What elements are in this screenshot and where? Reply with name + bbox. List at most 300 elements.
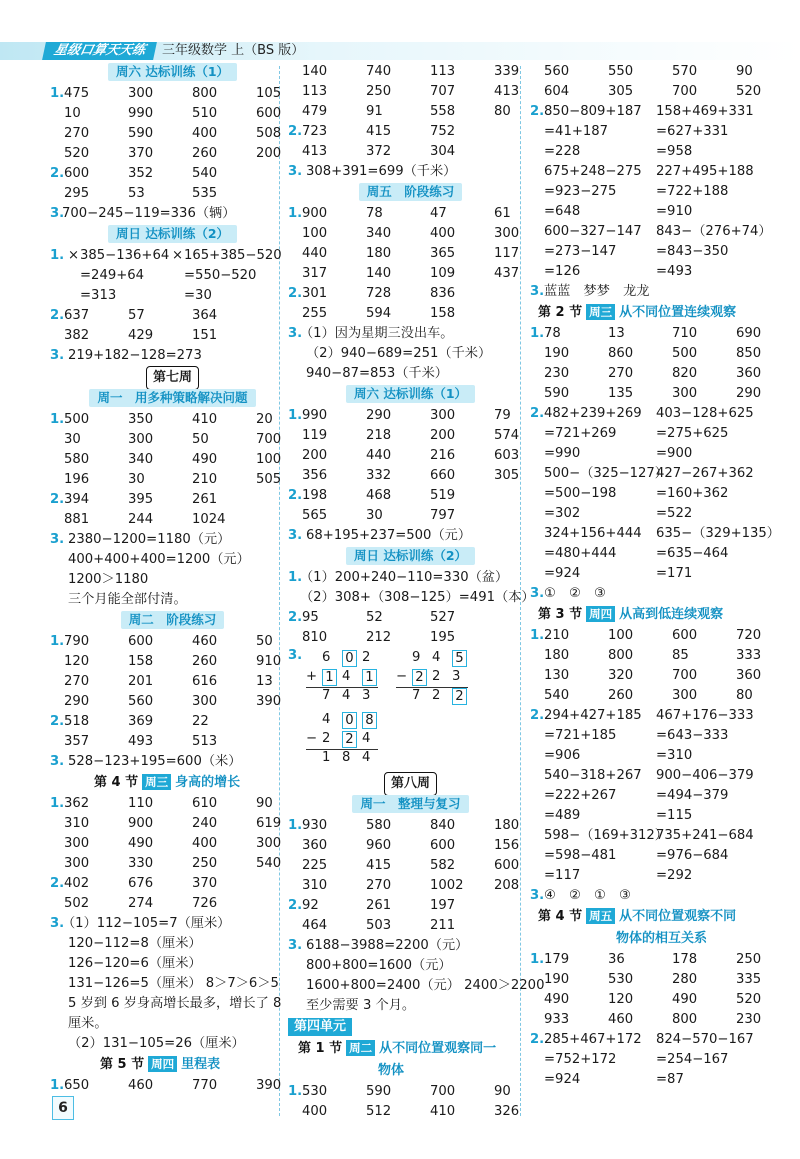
answer-cell: 560 — [544, 64, 570, 79]
digit: 8 — [342, 750, 351, 765]
answer-grid — [50, 794, 295, 874]
question-number: 1. — [530, 952, 545, 967]
digit: 1 — [362, 669, 377, 686]
answer-lines — [288, 936, 545, 1016]
answer-row — [288, 446, 533, 466]
answer-cell: 604 — [544, 84, 570, 99]
answer-cell: 400 — [192, 126, 218, 141]
answer-cell: =627+331 — [656, 124, 729, 139]
answer-cell: 410 — [192, 412, 218, 427]
answer-cell: 300 — [64, 836, 90, 851]
answer-text: （2）131−105=26（厘米） — [68, 1036, 245, 1051]
answer-line — [50, 1014, 295, 1034]
section-title: 周六 达标训练（1） — [50, 62, 295, 84]
answer-cell: 540 — [544, 688, 570, 703]
answer-cell: 230 — [736, 1012, 762, 1027]
digit: 3 — [452, 669, 461, 684]
answer-cell: 216 — [430, 448, 456, 463]
answer-row — [530, 242, 775, 262]
answer-cell: 598−（169+312） — [544, 828, 668, 843]
answer-row — [50, 794, 295, 814]
answer-cell: 200 — [302, 448, 328, 463]
answer-grid — [50, 246, 295, 306]
question-number: 2. — [288, 124, 303, 139]
digit: 2 — [432, 669, 441, 684]
answer-cell: 558 — [430, 104, 456, 119]
answer-cell: 600 — [494, 858, 520, 873]
answer-cell: 582 — [430, 858, 456, 873]
answer-row — [530, 1070, 775, 1090]
answer-line — [50, 530, 295, 550]
answer-cell: 13 — [256, 674, 273, 689]
question-number: 2. — [530, 406, 545, 421]
answer-cell: 413 — [494, 84, 520, 99]
question-number: 3. — [50, 532, 65, 547]
vertical-addition — [306, 650, 386, 710]
answer-cell: 490 — [128, 836, 154, 851]
answer-cell: =275+625 — [656, 426, 729, 441]
answer-cell: 30 — [128, 472, 145, 487]
digit: 6 — [322, 650, 331, 665]
answer-cell: 364 — [192, 308, 218, 323]
answer-cell: =254−167 — [656, 1052, 729, 1067]
answer-text: 5 岁到 6 岁身高增长最多，增长了 8 — [68, 996, 282, 1011]
answer-row — [288, 244, 533, 264]
answer-cell: 79 — [494, 408, 511, 423]
answer-cell: 403−128+625 — [656, 406, 754, 421]
digit: 2 — [412, 669, 427, 686]
answer-cell: 372 — [366, 144, 392, 159]
digit: 3 — [362, 688, 371, 703]
answer-row — [50, 306, 295, 326]
answer-line: 3. ④ ② ① ③ — [530, 888, 631, 903]
answer-line: 3. ① ② ③ — [530, 586, 606, 601]
answer-cell: =273−147 — [544, 244, 617, 259]
answer-cell: 600 — [64, 166, 90, 181]
answer-row — [50, 84, 295, 104]
digit: 4 — [432, 650, 441, 665]
answer-cell: 616 — [192, 674, 218, 689]
answer-text: （1）200+240−110=330（盆） — [300, 570, 509, 585]
answer-row — [288, 836, 533, 856]
answer-cell: 260 — [608, 688, 634, 703]
answer-cell: 723 — [302, 124, 328, 139]
question-number: 1. — [288, 1084, 303, 1099]
question-number: 2. — [530, 104, 545, 119]
answer-row — [530, 524, 780, 544]
answer-cell: =480+444 — [544, 546, 617, 561]
answer-cell: 260 — [192, 654, 218, 669]
answer-line — [288, 936, 533, 956]
section-title-cont: 物体 — [378, 1063, 405, 1078]
answer-grid — [50, 490, 295, 530]
answer-row — [288, 466, 533, 486]
answer-grid — [288, 406, 533, 486]
answer-cell: 212 — [366, 630, 392, 645]
answer-cell: =598−481 — [544, 848, 617, 863]
answer-row — [530, 1030, 775, 1050]
answer-row — [288, 608, 533, 628]
vertical-calculations-row-1: 3. 6 0 2 1 4 1 7 4 3 + 9 4 5 2 2 3 7 2 2 − — [288, 648, 533, 710]
answer-cell: 333 — [736, 648, 762, 663]
answer-cell: 810 — [302, 630, 328, 645]
answer-cell: 300 — [672, 688, 698, 703]
answer-cell: 330 — [128, 856, 154, 871]
answer-cell: =752+172 — [544, 1052, 617, 1067]
answer-cell: =292 — [656, 868, 693, 883]
brand-label: 星级口算天天练 — [42, 42, 157, 60]
answer-cell: =924 — [544, 566, 581, 581]
operator: + — [306, 669, 318, 684]
answer-cell: 402 — [64, 876, 90, 891]
answer-cell: 22 — [192, 714, 209, 729]
answer-cell: 800 — [672, 1012, 698, 1027]
answer-cell: =550−520 — [184, 268, 257, 283]
answer-cell: =500−198 — [544, 486, 617, 501]
answer-row — [50, 672, 295, 692]
answer-cell: 113 — [302, 84, 328, 99]
answer-cell: 527 — [430, 610, 456, 625]
answer-cell: 700 — [672, 668, 698, 683]
digit: 2 — [322, 731, 331, 746]
question-number: 1. — [50, 796, 65, 811]
answer-cell: 440 — [302, 246, 328, 261]
answer-cell: 210 — [192, 472, 218, 487]
answer-cell: 197 — [430, 898, 456, 913]
answer-row — [530, 746, 775, 766]
answer-cell: 850 — [736, 346, 762, 361]
answer-grid — [50, 164, 295, 204]
section-title: 周六 达标训练（1） — [288, 384, 533, 406]
answer-cell: 270 — [366, 878, 392, 893]
book-subtitle: 三年级数学 上（BS 版） — [162, 43, 305, 58]
answer-text: （2）940−689=251（千米） — [306, 346, 492, 361]
answer-cell: 440 — [366, 448, 392, 463]
question-number: 2. — [50, 876, 65, 891]
answer-row — [50, 266, 295, 286]
answer-cell: 270 — [64, 674, 90, 689]
answer-cell: 360 — [736, 668, 762, 683]
section-title: 第 2 节 周三 从不同位置连续观察 — [538, 305, 737, 320]
answer-row — [288, 284, 533, 304]
digit: 1 — [322, 669, 337, 686]
answer-row — [530, 424, 775, 444]
answer-cell: 109 — [430, 266, 456, 281]
question-number: 2. — [288, 898, 303, 913]
digit: 8 — [362, 712, 377, 729]
answer-text: （2）308+（308−125）=491（本） — [300, 590, 535, 605]
answer-cell: 410 — [430, 1104, 456, 1119]
answer-grid — [50, 84, 295, 164]
answer-cell: 900−406−379 — [656, 768, 754, 783]
answer-cell: =493 — [656, 264, 693, 279]
answer-row — [530, 646, 775, 666]
answer-text: 940−87=853（千米） — [306, 366, 448, 381]
answer-row — [288, 82, 533, 102]
answer-cell: 158 — [128, 654, 154, 669]
answer-cell: 475 — [64, 86, 90, 101]
question-number: 2. — [50, 166, 65, 181]
answer-cell: 140 — [366, 266, 392, 281]
answer-cell: 356 — [302, 468, 328, 483]
answer-row — [530, 686, 775, 706]
answer-cell: 637 — [64, 308, 90, 323]
answer-cell: 479 — [302, 104, 328, 119]
answer-cell: 310 — [64, 816, 90, 831]
digit: 7 — [412, 688, 421, 703]
answer-cell: =310 — [656, 748, 693, 763]
answer-cell: 710 — [672, 326, 698, 341]
answer-cell: 300 — [494, 226, 520, 241]
vertical-subtraction — [396, 650, 476, 710]
question-number: 1. — [50, 1078, 65, 1093]
answer-cell: 151 — [192, 328, 218, 343]
answer-cell: 482+239+269 — [544, 406, 642, 421]
answer-cell: 720 — [736, 628, 762, 643]
answer-cell: 490 — [672, 992, 698, 1007]
answer-cell: 352 — [128, 166, 154, 181]
section-title: 第 1 节 周二 从不同位置观察同一 — [298, 1041, 497, 1056]
answer-text: 6188−3988=2200（元） — [306, 938, 469, 953]
answer-cell: =924 — [544, 1072, 581, 1087]
answer-grid — [530, 404, 780, 584]
answer-line — [50, 914, 295, 934]
answer-cell: 600 — [128, 634, 154, 649]
section-title: 第 4 节 周三 身高的增长 — [94, 775, 241, 790]
answer-cell: 427−267+362 — [656, 466, 754, 481]
answer-cell: 990 — [128, 106, 154, 121]
answer-cell: 560 — [128, 694, 154, 709]
answer-cell: 500 — [64, 412, 90, 427]
answer-cell: 135 — [608, 386, 634, 401]
answer-cell: 530 — [302, 1084, 328, 1099]
answer-cell: 468 — [366, 488, 392, 503]
answer-cell: 910 — [256, 654, 282, 669]
answer-cell: 400 — [192, 836, 218, 851]
question-number: 1. — [288, 570, 303, 585]
answer-cell: 100 — [608, 628, 634, 643]
answer-cell: 290 — [64, 694, 90, 709]
answer-text: 1600+800=2400（元） 2400＞2200 — [306, 978, 545, 993]
answer-row — [530, 666, 775, 686]
answer-cell: 519 — [430, 488, 456, 503]
vertical-subtraction — [306, 712, 386, 772]
answer-column-3 — [530, 62, 780, 1090]
answer-cell: 600 — [256, 106, 282, 121]
answer-cell: 726 — [192, 896, 218, 911]
answer-text: 131−126=5（厘米） 8＞7＞6＞5 — [68, 976, 279, 991]
answer-cell: 30 — [64, 432, 81, 447]
answer-cell: =228 — [544, 144, 581, 159]
answer-cell: 933 — [544, 1012, 570, 1027]
answer-cell: 503 — [366, 918, 392, 933]
answer-row — [530, 262, 775, 282]
answer-row — [530, 344, 775, 364]
answer-row — [50, 652, 295, 672]
answer-row — [50, 144, 295, 164]
answer-cell: 460 — [192, 634, 218, 649]
answer-cell: 357 — [64, 734, 90, 749]
answer-row — [50, 732, 295, 752]
answer-grid — [530, 1030, 775, 1090]
answer-line: 3. 308+391=699（千米） — [288, 164, 457, 179]
answer-cell: 300 — [430, 408, 456, 423]
answer-cell: 1002 — [430, 878, 464, 893]
answer-cell: 218 — [366, 428, 392, 443]
answer-row — [530, 384, 775, 404]
answer-cell: 600 — [430, 838, 456, 853]
answer-cell: =171 — [656, 566, 693, 581]
answer-cell: 460 — [608, 1012, 634, 1027]
answer-cell: 211 — [430, 918, 456, 933]
answer-cell: 520 — [64, 146, 90, 161]
answer-cell: 61 — [494, 206, 511, 221]
answer-cell: =976−684 — [656, 848, 729, 863]
answer-row — [530, 544, 775, 564]
answer-cell: 660 — [430, 468, 456, 483]
answer-cell: 594 — [366, 306, 392, 321]
answer-cell: 305 — [608, 84, 634, 99]
answer-cell: 400 — [430, 226, 456, 241]
question-number: 3. — [288, 326, 303, 341]
answer-cell: 270 — [608, 366, 634, 381]
answer-cell: 502 — [64, 896, 90, 911]
answer-cell: 800 — [608, 648, 634, 663]
answer-line — [50, 590, 295, 610]
digit: 7 — [322, 688, 331, 703]
answer-line — [50, 934, 295, 954]
answer-row — [50, 326, 295, 346]
answer-text: 厘米。 — [68, 1016, 108, 1031]
answer-cell: 156 — [494, 838, 520, 853]
answer-row — [530, 706, 775, 726]
answer-cell: 260 — [192, 146, 218, 161]
answer-lines — [50, 914, 295, 1054]
answer-cell: 790 — [64, 634, 90, 649]
answer-cell: 227+495+188 — [656, 164, 754, 179]
answer-cell: 339 — [494, 64, 520, 79]
answer-line — [288, 996, 533, 1016]
answer-cell: 20 — [256, 412, 273, 427]
answer-cell: 57 — [128, 308, 145, 323]
answer-grid — [288, 284, 533, 324]
answer-cell: 180 — [366, 246, 392, 261]
answer-cell: =722+188 — [656, 184, 729, 199]
answer-cell: 52 — [366, 610, 383, 625]
digit: 2 — [362, 650, 371, 665]
answer-cell: =648 — [544, 204, 581, 219]
answer-row — [288, 224, 533, 244]
answer-cell: 619 — [256, 816, 282, 831]
answer-cell: 130 — [544, 668, 570, 683]
answer-cell: 860 — [608, 346, 634, 361]
answer-cell: 390 — [256, 694, 282, 709]
answer-cell: 261 — [366, 898, 392, 913]
answer-line: 3. 68+195+237=500（元） — [288, 528, 472, 543]
answer-row — [530, 950, 775, 970]
section-title: 周一 用多种策略解决问题 — [50, 388, 295, 410]
answer-lines — [288, 568, 533, 608]
answer-cell: 201 — [128, 674, 154, 689]
answer-cell: 570 — [672, 64, 698, 79]
answer-cell: =990 — [544, 446, 581, 461]
answer-row — [50, 490, 295, 510]
answer-grid — [50, 1076, 295, 1096]
answer-row — [288, 628, 533, 648]
question-number: 1. — [50, 86, 65, 101]
answer-cell: 394 — [64, 492, 90, 507]
answer-cell: 261 — [192, 492, 218, 507]
answer-cell: =958 — [656, 144, 693, 159]
answer-row — [530, 626, 775, 646]
section-title-cont: 物体的相互关系 — [616, 931, 708, 946]
answer-grid — [50, 306, 295, 346]
answer-cell: 429 — [128, 328, 154, 343]
answer-row — [530, 786, 775, 806]
answer-row — [530, 766, 775, 786]
answer-cell: 100 — [302, 226, 328, 241]
answer-cell: 500−（325−127） — [544, 466, 668, 481]
section-title: 第 5 节 周四 里程表 — [100, 1057, 221, 1072]
answer-cell: 395 — [128, 492, 154, 507]
answer-line: 3. 528−123+195=600（米） — [50, 754, 242, 769]
digit: 2 — [432, 688, 441, 703]
answer-cell: 360 — [736, 366, 762, 381]
answer-cell: 513 — [192, 734, 218, 749]
vertical-calculations-row-2 — [288, 710, 533, 772]
answer-cell: =900 — [656, 446, 693, 461]
answer-cell: 335 — [736, 972, 762, 987]
answer-row — [288, 264, 533, 284]
operator: − — [306, 731, 318, 746]
answer-row — [288, 896, 533, 916]
answer-cell: 820 — [672, 366, 698, 381]
answer-cell: 200 — [256, 146, 282, 161]
answer-cell: 195 — [430, 630, 456, 645]
answer-cell: 840 — [430, 818, 456, 833]
answer-cell: =313 — [80, 288, 117, 303]
answer-cell: =41+187 — [544, 124, 609, 139]
question-number: 1. — [530, 628, 545, 643]
answer-cell: 350 — [128, 412, 154, 427]
answer-row — [530, 122, 775, 142]
answer-cell: 728 — [366, 286, 392, 301]
answer-cell: 610 — [192, 796, 218, 811]
answer-cell: 190 — [544, 972, 570, 987]
answer-line — [288, 324, 533, 344]
answer-cell: 196 — [64, 472, 90, 487]
answer-cell: 230 — [544, 366, 570, 381]
answer-cell: 208 — [494, 878, 520, 893]
answer-cell: 370 — [192, 876, 218, 891]
answer-row — [530, 142, 775, 162]
answer-cell: 707 — [430, 84, 456, 99]
digit: 4 — [362, 750, 371, 765]
answer-cell: 415 — [366, 124, 392, 139]
answer-cell: 165+385−520 — [184, 248, 282, 263]
answer-row — [50, 430, 295, 450]
answer-row — [288, 916, 533, 936]
digit: 4 — [322, 712, 331, 727]
answer-cell: 900 — [302, 206, 328, 221]
answer-cell: 180 — [494, 818, 520, 833]
answer-cell: 274 — [128, 896, 154, 911]
answer-cell: 36 — [608, 952, 625, 967]
answer-cell: 700 — [256, 432, 282, 447]
answer-cell: 676 — [128, 876, 154, 891]
answer-row — [530, 102, 775, 122]
answer-cell: 210 — [544, 628, 570, 643]
